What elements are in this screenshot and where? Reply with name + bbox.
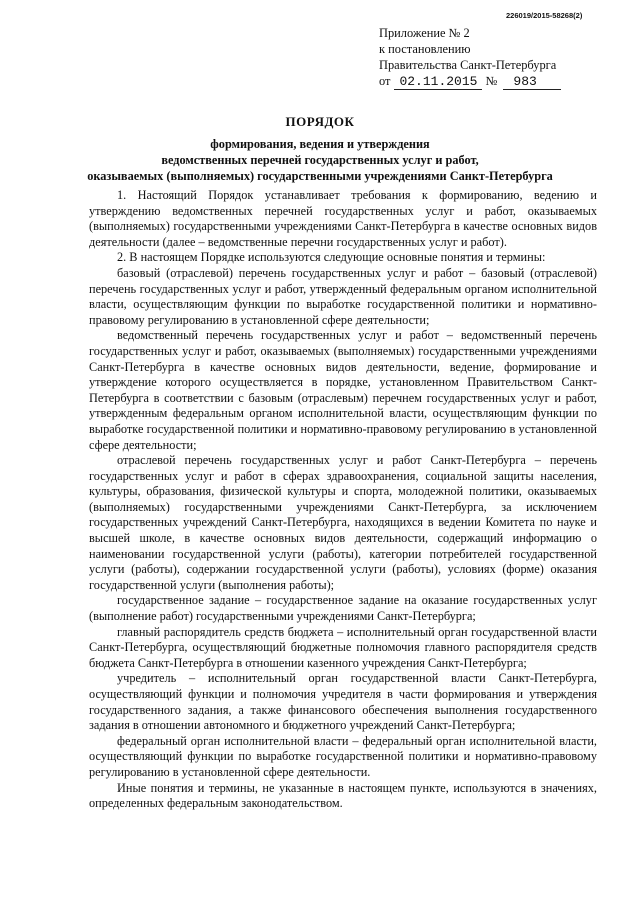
appendix-date-line: [379, 73, 619, 90]
document-registration-number: 226019/2015-58268(2): [506, 11, 583, 20]
definition-budget-manager: главный распорядитель средств бюджета – исполнительный орган государственной власти Санкт-Петербурга, осуществляющий бюджетные полномочия главного распорядителя средств бюджета Санкт-Петербурга в отношении казенного учреждения Санкт-Петербурга;: [89, 624, 597, 670]
definition-founder: учредитель – исполнительный орган государственной власти Санкт-Петербурга, осуществляющий функции и полномочия учредителя в части формирования и утверждения государственного задания, а также финансового обеспечения выполнения государственного задания в отношении автономного и бюджетного учреждений Санкт-Петербурга;: [89, 671, 597, 733]
document-heading: [60, 114, 580, 184]
decree-number: 983: [503, 75, 561, 90]
definition-state-task: государственное задание – государственное задание на оказание государственных услуг (выполнение работ) государственными учреждениями Санкт-Петербурга;: [89, 593, 597, 624]
document-body: [89, 188, 597, 812]
appendix-block: [379, 25, 619, 90]
subtitle-line-3: оказываемых (выполняемых) государственными учреждениями Санкт-Петербурга: [87, 169, 553, 183]
paragraph-1: 1. Настоящий Порядок устанавливает требования к формированию, ведению и утверждению ведомственных перечней государственных услуг и работ, оказываемых (выполняемых) государственными учреждениями Санкт-Петербурга в качестве основных видов деятельности (далее – ведомственные перечни государственных услуг и работ).: [89, 188, 597, 249]
appendix-line-2: к постановлению: [379, 42, 471, 56]
subtitle-line-2: ведомственных перечней государственных услуг и работ,: [161, 153, 479, 167]
paragraph-other-terms: Иные понятия и термины, не указанные в настоящем пункте, используются в значениях, определенных федеральным законодательством.: [89, 780, 597, 811]
appendix-line-1: Приложение № 2: [379, 26, 470, 40]
appendix-line-3: Правительства Санкт-Петербурга: [379, 58, 557, 72]
decree-date: 02.11.2015: [394, 75, 482, 90]
definition-departmental-list: ведомственный перечень государственных услуг и работ – ведомственный перечень государственных услуг и работ, оказываемых (выполняемых) государственными учреждениями Санкт-Петербурга в качестве основных видов деятельности, ведение, формирование и утверждение которого осуществляется в порядке, установленном Правительством Санкт-Петербурга в соответствии с базовым (отраслевым) перечнем государственных услуг и работ, утвержденным федеральным органом исполнительной власти, осуществляющим функции по выработке государственной политики и нормативно-правовому регулированию в установленной сфере деятельности;: [89, 328, 597, 452]
paragraph-2: 2. В настоящем Порядке используются следующие основные понятия и термины:: [117, 250, 546, 265]
definition-sector-list: отраслевой перечень государственных услуг и работ Санкт-Петербурга – перечень государственных услуг и работ в сферах здравоохранения, социальной защиты населения, культуры, образования, физической культуры и спорта, молодежной политики, оказываемых (выполняемых) государственными учреждениями Санкт-Петербурга, за исключением государственных учреждений Санкт-Петербурга, находящихся в ведении Комитета по науке и высшей школе, в качестве основных видов деятельности, содержащий информацию о наименовании государственной услуги (работы), категории потребителей государственной услуги (работы), содержании государственной услуги (работы), условиях (форме) оказания государственной услуги (выполнения работы);: [89, 453, 597, 592]
date-prefix: от: [379, 74, 391, 88]
document-title: ПОРЯДОК: [285, 114, 355, 129]
number-prefix: №: [485, 74, 498, 88]
subtitle-line-1: формирования, ведения и утверждения: [210, 137, 430, 151]
definition-base-list: базовый (отраслевой) перечень государственных услуг и работ – базовый (отраслевой) перечень государственных услуг и работ, утвержденный федеральным органом исполнительной власти, осуществляющим функции по выработке государственной политики и нормативно-правовому регулированию в установленной сфере деятельности;: [89, 265, 597, 327]
definition-federal-body: федеральный орган исполнительной власти – федеральный орган исполнительной власти, осуществляющий функции по выработке государственной политики и нормативно-правовому регулированию в установленной сфере деятельности.: [89, 733, 597, 779]
